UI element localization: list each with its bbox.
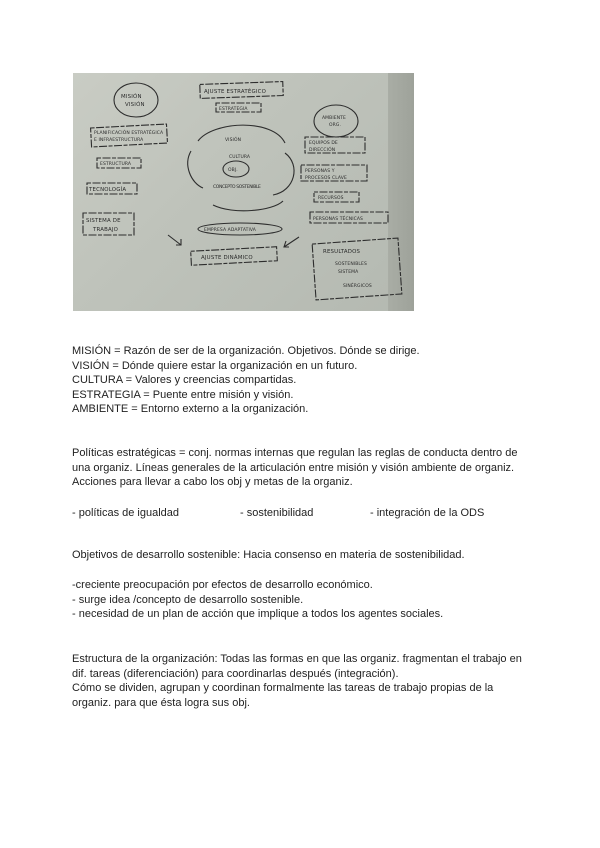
politicas-item: - políticas de igualdad xyxy=(72,507,180,519)
estructura-block xyxy=(72,652,532,710)
politicas-line: Acciones para llevar a cabo los obj y metas de la organiz. xyxy=(72,476,353,489)
ods-item: - surge idea /concepto de desarrollo sostenible. xyxy=(72,593,304,606)
bottom-box: AJUSTE DINÁMICO xyxy=(201,255,253,261)
ods-items xyxy=(72,578,532,622)
right-box-4: PERSONAS TÉCNICAS xyxy=(313,217,364,222)
estructura-line: organiz. para que ésta logra sus obj. xyxy=(72,696,250,709)
diagram-photo xyxy=(73,73,414,311)
politicas-line: una organiz. Líneas generales de la articulación entre misión y visión ambiente de organiz. xyxy=(72,461,515,474)
definition-vision: VISIÓN = Dónde quiere estar la organización en un futuro. xyxy=(72,359,358,372)
right-box-2-line-2: PROCESOS CLAVE xyxy=(305,176,347,181)
right-box-3: RECURSOS xyxy=(318,196,344,201)
estructura-line: dif. tareas (diferenciación) para coordinarlas después (integración). xyxy=(72,667,399,680)
top-center-label: AJUSTE ESTRATÉGICO xyxy=(204,89,267,95)
right-circle-line-2: ORG. xyxy=(329,123,341,128)
left-box-2: ESTRUCTURA xyxy=(100,162,132,167)
right-circle-line-1: AMBIENTE xyxy=(322,116,346,121)
left-box-4-line-2: TRABAJO xyxy=(93,227,119,233)
ods-item: - necesidad de un plan de acción que implique a todos los agentes sociales. xyxy=(72,608,444,621)
politicas-item: - integración de la ODS xyxy=(370,507,485,519)
definitions-block xyxy=(72,344,532,417)
results-line-4: SINÉRGICOS xyxy=(343,284,372,289)
left-box-4-line-1: SISTEMA DE xyxy=(86,218,121,224)
right-box-2-line-1: PERSONAS Y xyxy=(305,169,335,174)
left-box-1-line-2: E INFRAESTRUCTURA xyxy=(94,138,144,143)
center-culture: CULTURA xyxy=(229,155,251,160)
results-line-3: SISTEMA xyxy=(338,270,359,275)
ods-title-text: Objetivos de desarrollo sostenible: Hacia consenso en materia de sostenibilidad. xyxy=(72,549,465,561)
left-circle-line-1: MISIÓN xyxy=(121,94,142,100)
bottom-text: EMPRESA ADAPTATIVA xyxy=(204,228,256,233)
right-box-1-line-2: DIRECCIÓN xyxy=(309,148,336,153)
definition-cultura: CULTURA = Valores y creencias compartidas. xyxy=(72,374,297,387)
politicas-line: Políticas estratégicas = conj. normas internas que regulan las reglas de conducta dentro de xyxy=(72,447,518,459)
definition-ambiente: AMBIENTE = Entorno externo a la organización. xyxy=(72,403,309,416)
right-box-1-line-1: EQUIPOS DE xyxy=(309,141,338,146)
results-line-1: RESULTADOS xyxy=(323,249,361,255)
estructura-line: Cómo se dividen, agrupan y coordinan formalmente las tareas de trabajo propias de la xyxy=(72,682,494,695)
center-small: CONCEPTO SOSTENIBLE xyxy=(213,185,261,190)
left-box-3: TECNOLOGÍA xyxy=(89,187,127,193)
politicas-item: - sostenibilidad xyxy=(240,507,314,519)
definition-estrategia: ESTRATEGIA = Puente entre misión y visión. xyxy=(72,388,294,401)
left-circle-line-2: VISIÓN xyxy=(125,102,145,108)
results-line-2: SOSTENIBLES xyxy=(335,262,367,267)
ods-title xyxy=(72,548,532,563)
definition-mision: MISIÓN = Razón de ser de la organización. Objetivos. Dónde se dirige. xyxy=(72,345,420,357)
left-box-1-line-1: PLANIFICACIÓN ESTRATÉGICA xyxy=(94,131,164,136)
estructura-line: Estructura de la organización: Todas las formas en que las organiz. fragmentan el trabajo en xyxy=(72,653,522,665)
handwritten-diagram xyxy=(73,73,414,311)
ods-item: -creciente preocupación por efectos de desarrollo económico. xyxy=(72,579,373,591)
center-top: VISIÓN xyxy=(225,138,242,143)
center-core: OBJ. xyxy=(228,168,238,173)
top-center-sub: ESTRATEGIA xyxy=(219,107,248,112)
politicas-items xyxy=(72,506,532,521)
politicas-block xyxy=(72,446,532,490)
